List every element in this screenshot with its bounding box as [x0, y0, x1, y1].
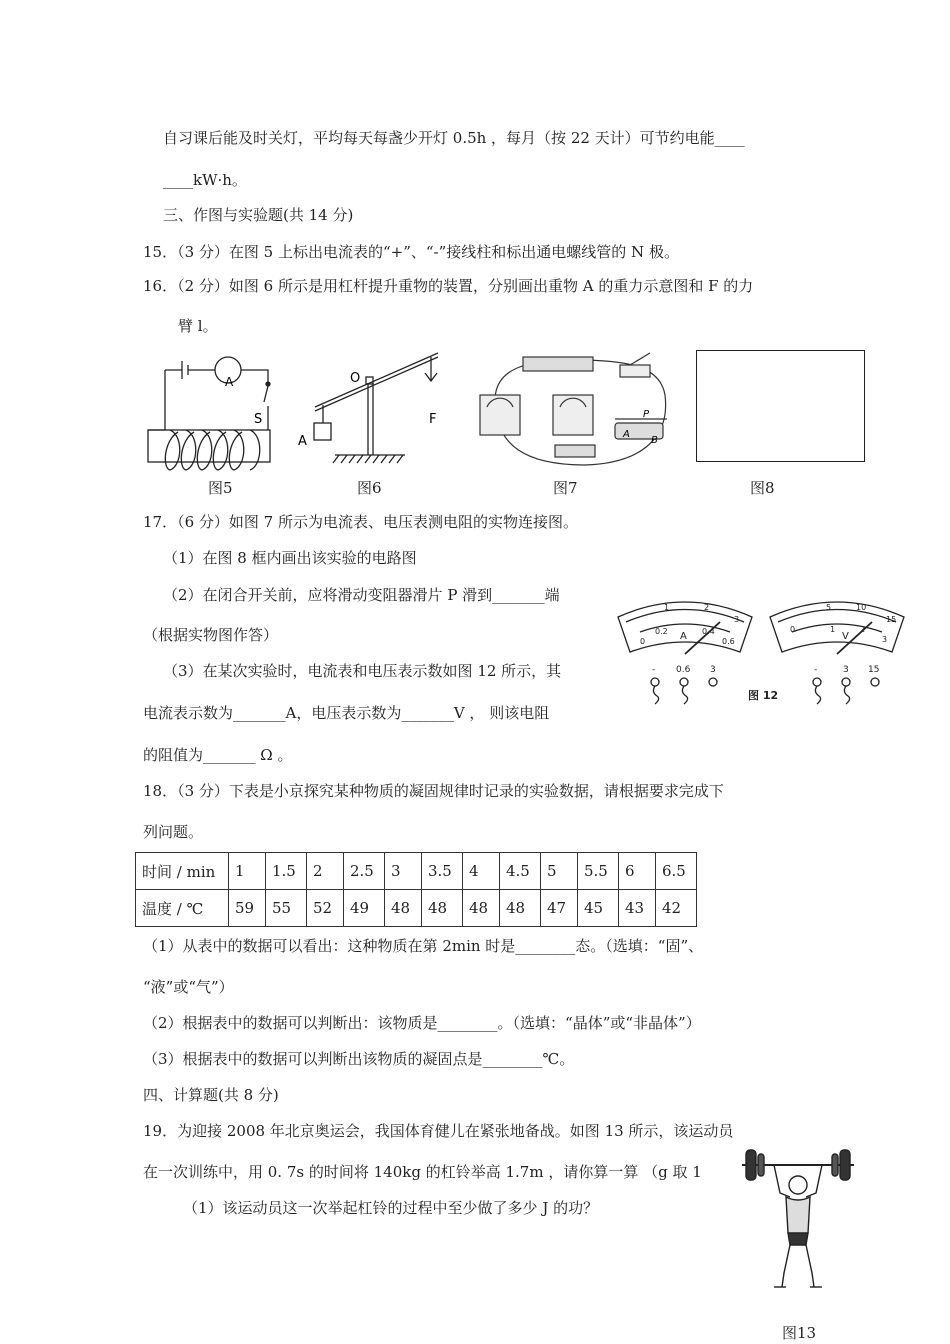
- table-cell: 48: [500, 890, 541, 927]
- terminal-label: -: [814, 665, 818, 675]
- terminal-label: 15: [868, 665, 880, 675]
- section-heading: 三、作图与实验题(共 14 分): [163, 206, 354, 224]
- text-line: 的阻值为_______ Ω 。: [143, 746, 293, 764]
- svg-text:B: B: [651, 435, 658, 446]
- text-line: （2）根据表中的数据可以判断出：该物质是________。（选填：“晶体”或“非晶体”）: [143, 1014, 701, 1032]
- terminal-label: 0.6: [676, 665, 691, 675]
- text-line: （1）该运动员这一次举起杠铃的过程中至少做了多少 J 的功？: [183, 1199, 599, 1217]
- text-line: （1）从表中的数据可以看出：这种物质在第 2min 时是________态。（选填：“固”、: [143, 937, 704, 955]
- pivot-label: O: [350, 371, 361, 386]
- table-cell: 4: [463, 853, 500, 890]
- question-15: 15．（3 分）在图 5 上标出电流表的“+”、“-”接线柱和标出通电螺线管的 N 极。: [143, 243, 679, 261]
- table-cell: 3.5: [422, 853, 463, 890]
- ammeter-letter: A: [680, 631, 687, 642]
- figure-8-empty-box: [696, 350, 865, 462]
- text-line: 电流表示数为_______A，电压表示数为_______V ， 则该电阻: [143, 704, 550, 722]
- table-cell: 2.5: [344, 853, 385, 890]
- ammeter-tick: 2: [704, 603, 710, 612]
- text-line: ____kW·h。: [163, 171, 247, 189]
- text-line: 列问题。: [143, 823, 204, 841]
- table-cell: 42: [656, 890, 697, 927]
- table-cell: 2: [307, 853, 344, 890]
- table-cell: 47: [541, 890, 578, 927]
- table-header-cell: 温度 / ℃: [136, 890, 229, 927]
- table-cell: 55: [266, 890, 307, 927]
- voltmeter-tick: 1: [830, 625, 836, 634]
- terminal-label: 3: [710, 665, 716, 675]
- ammeter-tick: 0: [640, 637, 646, 646]
- text-line: （2）在闭合开关前，应将滑动变阻器滑片 P 滑到_______端: [163, 586, 560, 604]
- text-line: 臂 l。: [178, 317, 218, 335]
- ammeter-tick: 3: [734, 615, 740, 624]
- ammeter-tick: 0.2: [655, 627, 668, 636]
- table-cell: 1: [229, 853, 266, 890]
- svg-text:A: A: [623, 429, 630, 440]
- figure-12-caption: 图 12: [748, 689, 779, 702]
- text-line: （3）在某次实验时，电流表和电压表示数如图 12 所示，其: [163, 662, 562, 680]
- table-cell: 6.5: [656, 853, 697, 890]
- table-cell: 3: [385, 853, 422, 890]
- figure-7-experiment-photo: [475, 345, 685, 475]
- table-cell: 49: [344, 890, 385, 927]
- voltmeter-tick: 0: [790, 625, 796, 634]
- figure-8-caption: 图8: [750, 479, 775, 497]
- figure-13-weightlifter: [738, 1145, 858, 1295]
- figure-12-meters: [610, 592, 905, 707]
- table-cell: 48: [422, 890, 463, 927]
- table-cell: 48: [385, 890, 422, 927]
- svg-text:P: P: [643, 409, 650, 420]
- data-table: [135, 852, 697, 927]
- text-line: “液”或“气”）: [143, 978, 234, 996]
- table-cell: 1.5: [266, 853, 307, 890]
- table-cell: 5: [541, 853, 578, 890]
- figure-6-caption: 图6: [357, 479, 382, 497]
- section-heading: 四、计算题(共 8 分): [143, 1086, 279, 1104]
- ammeter-tick: 0.4: [702, 627, 715, 636]
- question-18: 18．（3 分）下表是小京探究某种物质的凝固规律时记录的实验数据，请根据要求完成下: [143, 782, 724, 800]
- voltmeter-tick: 2: [860, 625, 866, 634]
- figure-6-lever: [295, 345, 455, 470]
- terminal-label: 3: [843, 665, 849, 675]
- ammeter-tick: 1: [664, 603, 670, 612]
- voltmeter-tick: 3: [882, 635, 888, 644]
- table-row: [136, 890, 697, 927]
- text-line: 自习课后能及时关灯，平均每天每盏少开灯 0.5h ，每月（按 22 天计）可节约电能____: [163, 129, 745, 147]
- text-line: （根据实物图作答）: [143, 626, 279, 644]
- table-cell: 59: [229, 890, 266, 927]
- text-line: 在一次训练中，用 0. 7s 的时间将 140kg 的杠铃举高 1.7m ，请你算一算 （g 取 1: [143, 1163, 702, 1181]
- table-cell: 48: [463, 890, 500, 927]
- text-line: （3）根据表中的数据可以判断出该物质的凝固点是________℃。: [143, 1050, 575, 1068]
- ammeter-tick: 0.6: [722, 637, 735, 646]
- terminal-label: -: [652, 665, 656, 675]
- figure-5-solenoid-circuit: [140, 350, 290, 475]
- figure-5-caption: 图5: [208, 479, 233, 497]
- table-cell: 43: [619, 890, 656, 927]
- voltmeter-tick: 10: [856, 603, 867, 612]
- weight-label: A: [298, 434, 307, 449]
- ammeter-label: A: [225, 375, 234, 389]
- table-header-cell: 时间 / min: [136, 853, 229, 890]
- figure-13-caption: 图13: [782, 1324, 817, 1342]
- table-cell: 5.5: [578, 853, 619, 890]
- table-cell: 4.5: [500, 853, 541, 890]
- question-19: 19．为迎接 2008 年北京奥运会，我国体育健儿在紧张地备战。如图 13 所示，该运动员: [143, 1122, 734, 1140]
- voltmeter-letter: V: [842, 631, 849, 642]
- switch-label: S: [254, 412, 263, 427]
- text-line: （1）在图 8 框内画出该实验的电路图: [163, 549, 417, 567]
- force-label: F: [429, 412, 437, 427]
- table-cell: 52: [307, 890, 344, 927]
- figure-7-caption: 图7: [553, 479, 578, 497]
- question-16: 16．（2 分）如图 6 所示是用杠杆提升重物的装置，分别画出重物 A 的重力示意图和 F 的力: [143, 277, 754, 295]
- table-cell: 6: [619, 853, 656, 890]
- table-cell: 45: [578, 890, 619, 927]
- table-row: [136, 853, 697, 890]
- question-17: 17．（6 分）如图 7 所示为电流表、电压表测电阻的实物连接图。: [143, 513, 578, 531]
- voltmeter-tick: 15: [886, 615, 897, 624]
- voltmeter-tick: 5: [826, 603, 832, 612]
